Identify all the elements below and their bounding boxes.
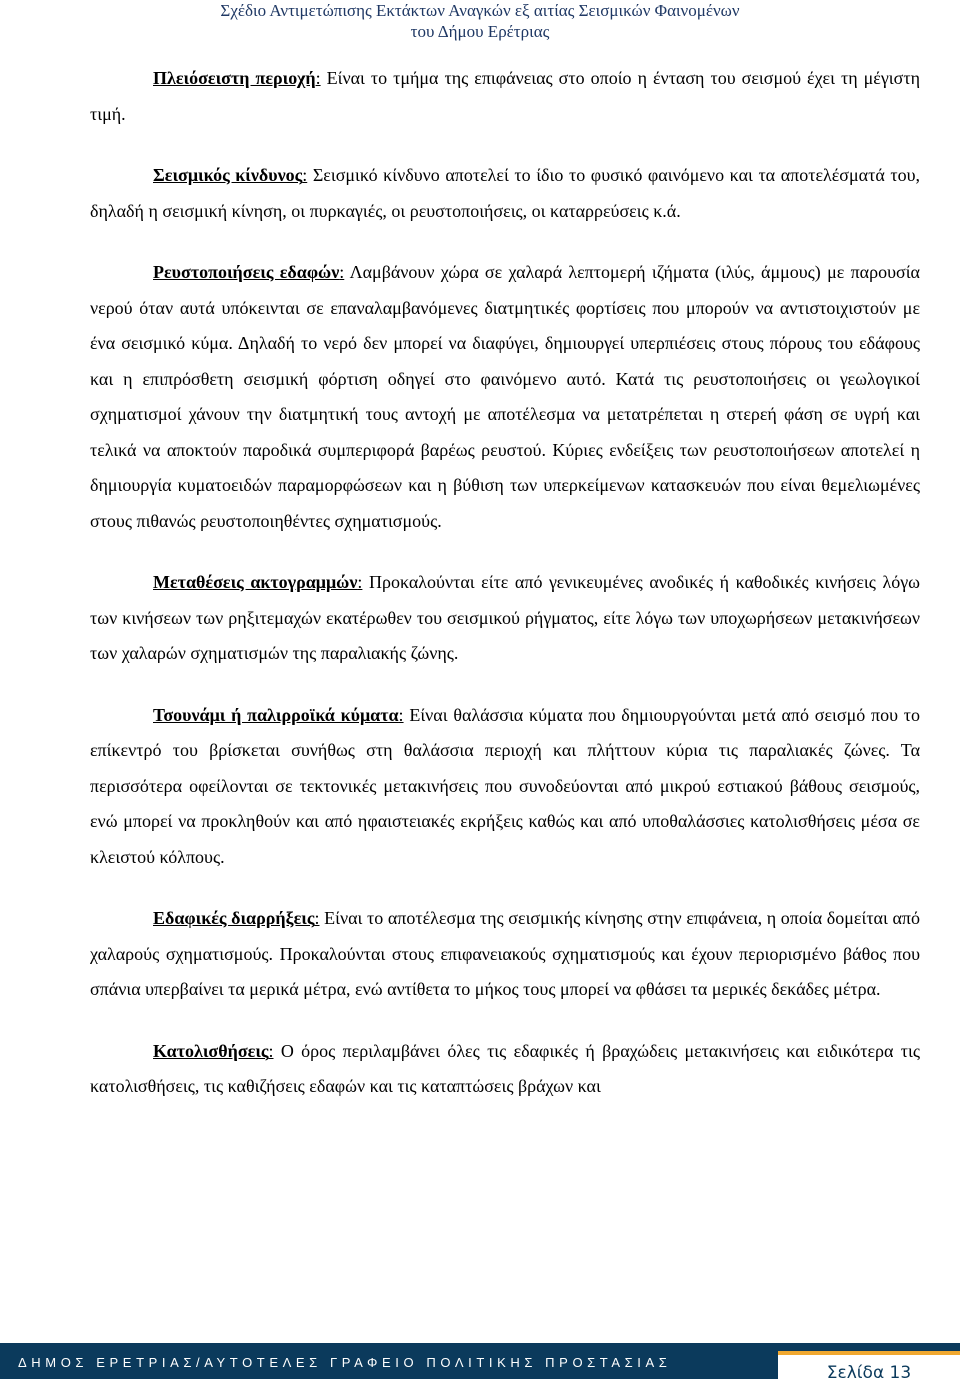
paragraph-landslides: Κατολισθήσεις: Ο όρος περιλαμβάνει όλες τις εδαφικές ή βραχώδεις μετακινήσεις και ειδικότερα τις κατολισθήσεις, τις καθιζήσεις εδαφών και τις καταπτώσεις βράχων και	[90, 1040, 920, 1096]
definition-liquefaction: Λαμβάνουν χώρα σε χαλαρά λεπτομερή ιζήματα (ιλύς, άμμους) με παρουσία νερού όταν αυτά υπόκεινται σε επαναλαμβανόμενες διατμητικές φορτίσεις που μπορούν να αντιστοιχιστούν με ένα σεισμικό κύμα. Δηλαδή το νερό δεν μπορεί να διαφύγει, δημιουργεί υπερπιέσεις στους πόρους του εδάφους και η επιπρόσθετη σεισμική φόρτιση οδηγεί στο φαινόμενο αυτό. Κατά τις ρευστοποιήσεις οι γεωλογικοί σχηματισμοί χάνουν την διατμητική τους αντοχή με αποτέλεσμα να μετατρέπεται η στερεή φάση σε υγρή και τελικά να αποκτούν παροδικά συμπεριφορά βαρέως ρευστού. Κύριες ενδείξεις των ρευστοποιήσεων αποτελεί η δημιουργία κυματοειδών παραμορφώσεων και η βύθιση των υπερκείμενων κατασκευών που είναι θεμελιωμένες στους πιθανώς ρευστοποιηθέντες σχηματισμούς.	[90, 262, 920, 531]
term-coastline: Μεταθέσεις ακτογραμμών	[153, 572, 358, 592]
paragraph-tsunami: Τσουνάμι ή παλιρροϊκά κύματα: Είναι θαλάσσια κύματα που δημιουργούνται μετά από σεισμό που το επίκεντρό του βρίσκεται συνήθως στη θαλάσσια περιοχή και πλήττουν κύρια τις παραλιακές ζώνες. Τα περισσότερα οφείλονται σε τεκτονικές μετακινήσεις που συνοδεύονται από μικρού εστιακού βάθους σεισμούς, ενώ μπορεί να προκληθούν και από ηφαιστειακές εκρήξεις καθώς και από υποθαλάσσιες κατολισθήσεις μέσα σε κλειστού κόλπους.	[90, 704, 920, 867]
header-title: Σχέδιο Αντιμετώπισης Εκτάκτων Αναγκών εξ αιτίας Σεισμικών Φαινομένων	[220, 1, 740, 20]
definition-landslides: Ο όρος περιλαμβάνει όλες τις εδαφικές ή βραχώδεις μετακινήσεις και ειδικότερα τις κατολισθήσεις, τις καθιζήσεις εδαφών και τις καταπτώσεις βράχων και	[90, 1040, 920, 1096]
definition-tsunami: Είναι θαλάσσια κύματα που δημιουργούνται μετά από σεισμό που το επίκεντρό του βρίσκεται συνήθως στη θαλάσσια περιοχή και πλήττουν κύρια τις παραλιακές ζώνες. Τα περισσότερα οφείλονται σε τεκτονικές μετακινήσεις που συνοδεύονται από μικρού εστιακού βάθους σεισμούς, ενώ μπορεί να προκληθούν και από ηφαιστειακές εκρήξεις καθώς και από υποθαλάσσιες κατολισθήσεις μέσα σε κλειστού κόλπους.	[90, 704, 920, 867]
document-body	[90, 61, 920, 1105]
term-seismic-risk: Σεισμικός κίνδυνος	[153, 165, 303, 185]
page-header	[0, 0, 960, 42]
paragraph-liquefaction: Ρευστοποιήσεις εδαφών: Λαμβάνουν χώρα σε χαλαρά λεπτομερή ιζήματα (ιλύς, άμμους) με παρουσία νερού όταν αυτά υπόκεινται σε επαναλαμβανόμενες διατμητικές φορτίσεις που μπορούν να αντιστοιχιστούν με ένα σεισμικό κύμα. Δηλαδή το νερό δεν μπορεί να διαφύγει, δημιουργεί υπερπιέσεις στους πόρους του εδάφους και η επιπρόσθετη σεισμική φόρτιση οδηγεί στο φαινόμενο αυτό. Κατά τις ρευστοποιήσεις οι γεωλογικοί σχηματισμοί χάνουν την διατμητική τους αντοχή με αποτέλεσμα να μετατρέπεται η στερεή φάση σε υγρή και τελικά να αποκτούν παροδικά συμπεριφορά βαρέως ρευστού. Κύριες ενδείξεις των ρευστοποιήσεων αποτελεί η δημιουργία κυματοειδών παραμορφώσεων και η βύθιση των υπερκείμενων κατασκευών που είναι θεμελιωμένες στους πιθανώς ρευστοποιηθέντες σχηματισμούς.	[90, 262, 920, 531]
definition-ground-ruptures: Είναι το αποτέλεσμα της σεισμικής κίνησης στην επιφάνεια, η οποία δομείται από χαλαρούς σχηματισμούς. Προκαλούνται στους επιφανειακούς σχηματισμούς και έχουν περιορισμένο βάθος που σπάνια υπερβαίνει τα μερικά μέτρα, ενώ αντίθετα το μήκος τους μπορεί να φθάσει τα μερικές δεκάδες μέτρα.	[90, 908, 920, 999]
term-pleiosisti: Πλειόσειστη περιοχή	[153, 68, 316, 88]
paragraph-coastline: Μεταθέσεις ακτογραμμών: Προκαλούνται είτε από γενικευμένες ανοδικές ή καθοδικές κινήσεις λόγω των κινήσεων των ρηξιτεμαχών εκατέρωθεν του σεισμικού ρήγματος, είτε λόγω των υποχωρήσεων μετακινήσεων των χαλαρών σχηματισμών της παραλιακής ζώνης.	[90, 572, 921, 663]
page-number: Σελίδα 13	[778, 1351, 960, 1397]
paragraph-seismic-risk: Σεισμικός κίνδυνος: Σεισμικό κίνδυνο αποτελεί το ίδιο το φυσικό φαινόμενο και τα αποτελέσματά του, δηλαδή η σεισμική κίνηση, οι πυρκαγιές, οι ρευστοποιήσεις, οι καταρρεύσεις κ.ά.	[90, 165, 920, 221]
header-subtitle: του Δήμου Ερέτριας	[410, 22, 550, 41]
definition-pleiosisti: Είναι το τμήμα της επιφάνειας στο οποίο η ένταση του σεισμού έχει τη μέγιστη τιμή.	[90, 68, 920, 124]
footer-organization: ΔΗΜΟΣ ΕΡΕΤΡΙΑΣ/ΑΥΤΟΤΕΛΕΣ ΓΡΑΦΕΙΟ ΠΟΛΙΤΙΚΗΣ ΠΡΟΣΤΑΣΙΑΣ	[18, 1355, 672, 1370]
paragraph-ground-ruptures: Εδαφικές διαρρήξεις: Είναι το αποτέλεσμα της σεισμικής κίνησης στην επιφάνεια, η οποία δομείται από χαλαρούς σχηματισμούς. Προκαλούνται στους επιφανειακούς σχηματισμούς και έχουν περιορισμένο βάθος που σπάνια υπερβαίνει τα μερικά μέτρα, ενώ αντίθετα το μήκος τους μπορεί να φθάσει τα μερικές δεκάδες μέτρα.	[90, 908, 920, 999]
definition-coastline: Προκαλούνται είτε από γενικευμένες ανοδικές ή καθοδικές κινήσεις λόγω των κινήσεων των ρηξιτεμαχών εκατέρωθεν του σεισμικού ρήγματος, είτε λόγω των υποχωρήσεων μετακινήσεων των χαλαρών σχηματισμών της παραλιακής ζώνης.	[90, 572, 921, 663]
term-liquefaction: Ρευστοποιήσεις εδαφών	[153, 262, 340, 282]
term-ground-ruptures: Εδαφικές διαρρήξεις	[153, 908, 315, 928]
definition-seismic-risk: Σεισμικό κίνδυνο αποτελεί το ίδιο το φυσικό φαινόμενο και τα αποτελέσματά του, δηλαδή η σεισμική κίνηση, οι πυρκαγιές, οι ρευστοποιήσεις, οι καταρρεύσεις κ.ά.	[90, 165, 920, 221]
term-landslides: Κατολισθήσεις	[153, 1040, 269, 1061]
term-tsunami: Τσουνάμι ή παλιρροϊκά κύματα	[153, 704, 399, 725]
paragraph-pleiosisti: Πλειόσειστη περιοχή: Είναι το τμήμα της επιφάνειας στο οποίο η ένταση του σεισμού έχει τη μέγιστη τιμή.	[90, 68, 920, 124]
